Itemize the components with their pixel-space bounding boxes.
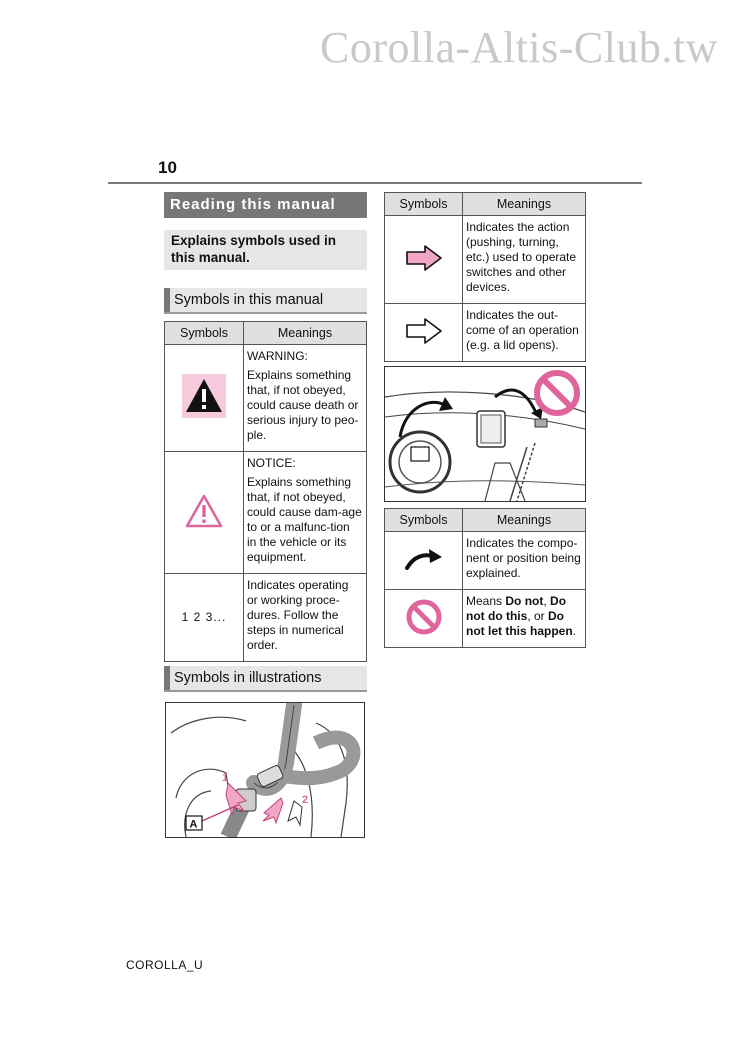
table-row: [385, 304, 586, 362]
table-row: [385, 590, 586, 648]
page-number: 10: [158, 158, 177, 177]
subhead-label: Symbols in illustrations: [174, 670, 322, 686]
table-row: [385, 532, 586, 590]
footer-model-code: COROLLA_U: [126, 958, 204, 972]
notice-triangle-icon: [185, 494, 223, 528]
text-pre: Means: [466, 594, 506, 608]
meaning-cell: [463, 532, 586, 590]
meaning-text: Indicates operating or working proce-dures. Follow the steps in numerical order.: [247, 578, 349, 652]
meaning-text: Explains something that, if not obeyed, could cause dam-age to or a malfunc-tion in the vehicle or its equipment.: [247, 475, 362, 564]
meaning-text: Indicates the out-come of an operation (e.g. a lid opens).: [466, 308, 579, 352]
step-1-label: 1: [222, 772, 229, 784]
subhead-label: Symbols in this manual: [174, 292, 324, 308]
table-row: [385, 216, 586, 304]
callout-a-label: A: [189, 818, 198, 831]
outline-arrow-icon: [405, 317, 443, 345]
step-2-label: 2: [302, 794, 309, 806]
subhead-underline: [164, 690, 367, 692]
black-curved-arrow-icon: [404, 548, 444, 570]
meaning-cell: [244, 452, 367, 574]
seatbelt-drawing: [166, 703, 364, 837]
col-header-symbols: Symbols: [385, 509, 463, 532]
intro-box: Explains symbols used in this manual.: [164, 230, 367, 270]
table-row: [165, 345, 367, 452]
col-header-meanings: Meanings: [244, 322, 367, 345]
header-rule: [108, 182, 642, 184]
meaning-text: Indicates the action (pushing, turning, etc.) used to operate switches and other devices.: [466, 220, 577, 294]
warning-triangle-icon: [182, 374, 226, 418]
meaning-text: Indicates the compo-nent or position being explained.: [466, 536, 581, 580]
dashboard-drawing: [385, 367, 585, 501]
col-header-meanings: Meanings: [463, 509, 586, 532]
meaning-cell: [463, 590, 586, 648]
meaning-title: WARNING:: [247, 349, 308, 363]
seatbelt-illustration: [165, 702, 365, 838]
subhead-symbols-in-manual: [164, 288, 367, 312]
meaning-cell: [463, 304, 586, 362]
section-title: Reading this manual: [164, 192, 367, 218]
symbol-cell: [165, 452, 244, 574]
meaning-cell: [463, 216, 586, 304]
illustration-symbols-table: [384, 508, 586, 648]
pink-arrow-icon: [405, 244, 443, 272]
meaning-text: [466, 594, 581, 639]
symbol-cell: [385, 590, 463, 648]
text-do-not: Do not: [505, 594, 544, 608]
meaning-cell: [244, 345, 367, 452]
dashboard-illustration: [384, 366, 586, 502]
symbol-cell: [165, 574, 244, 662]
col-header-meanings: Meanings: [463, 193, 586, 216]
text-do-not-do-this: Do not do this: [466, 594, 567, 623]
manual-symbols-table: [164, 321, 367, 662]
symbol-cell: [385, 532, 463, 590]
subhead-underline: [164, 312, 367, 314]
symbol-cell: [385, 216, 463, 304]
watermark: Corolla-Altis-Club.tw: [320, 23, 718, 72]
symbol-cell: [165, 345, 244, 452]
text-mid1: ,: [543, 594, 551, 608]
symbol-cell: [385, 304, 463, 362]
text-mid2: , or: [527, 609, 548, 623]
prohibition-icon: [405, 598, 443, 636]
meaning-title: NOTICE:: [247, 456, 296, 470]
step-numbers-icon: 1 2 3...: [181, 610, 227, 624]
text-post: .: [572, 624, 577, 638]
action-symbols-table: [384, 192, 586, 362]
table-row: [165, 574, 367, 662]
meaning-cell: [244, 574, 367, 662]
col-header-symbols: Symbols: [385, 193, 463, 216]
meaning-text: Explains something that, if not obeyed, could cause death or serious injury to peo-ple.: [247, 368, 359, 442]
table-row: [165, 452, 367, 574]
text-do-not-let-this-happen: Do not let this happen: [466, 609, 573, 638]
col-header-symbols: Symbols: [165, 322, 244, 345]
subhead-symbols-in-illustrations: [164, 666, 367, 690]
